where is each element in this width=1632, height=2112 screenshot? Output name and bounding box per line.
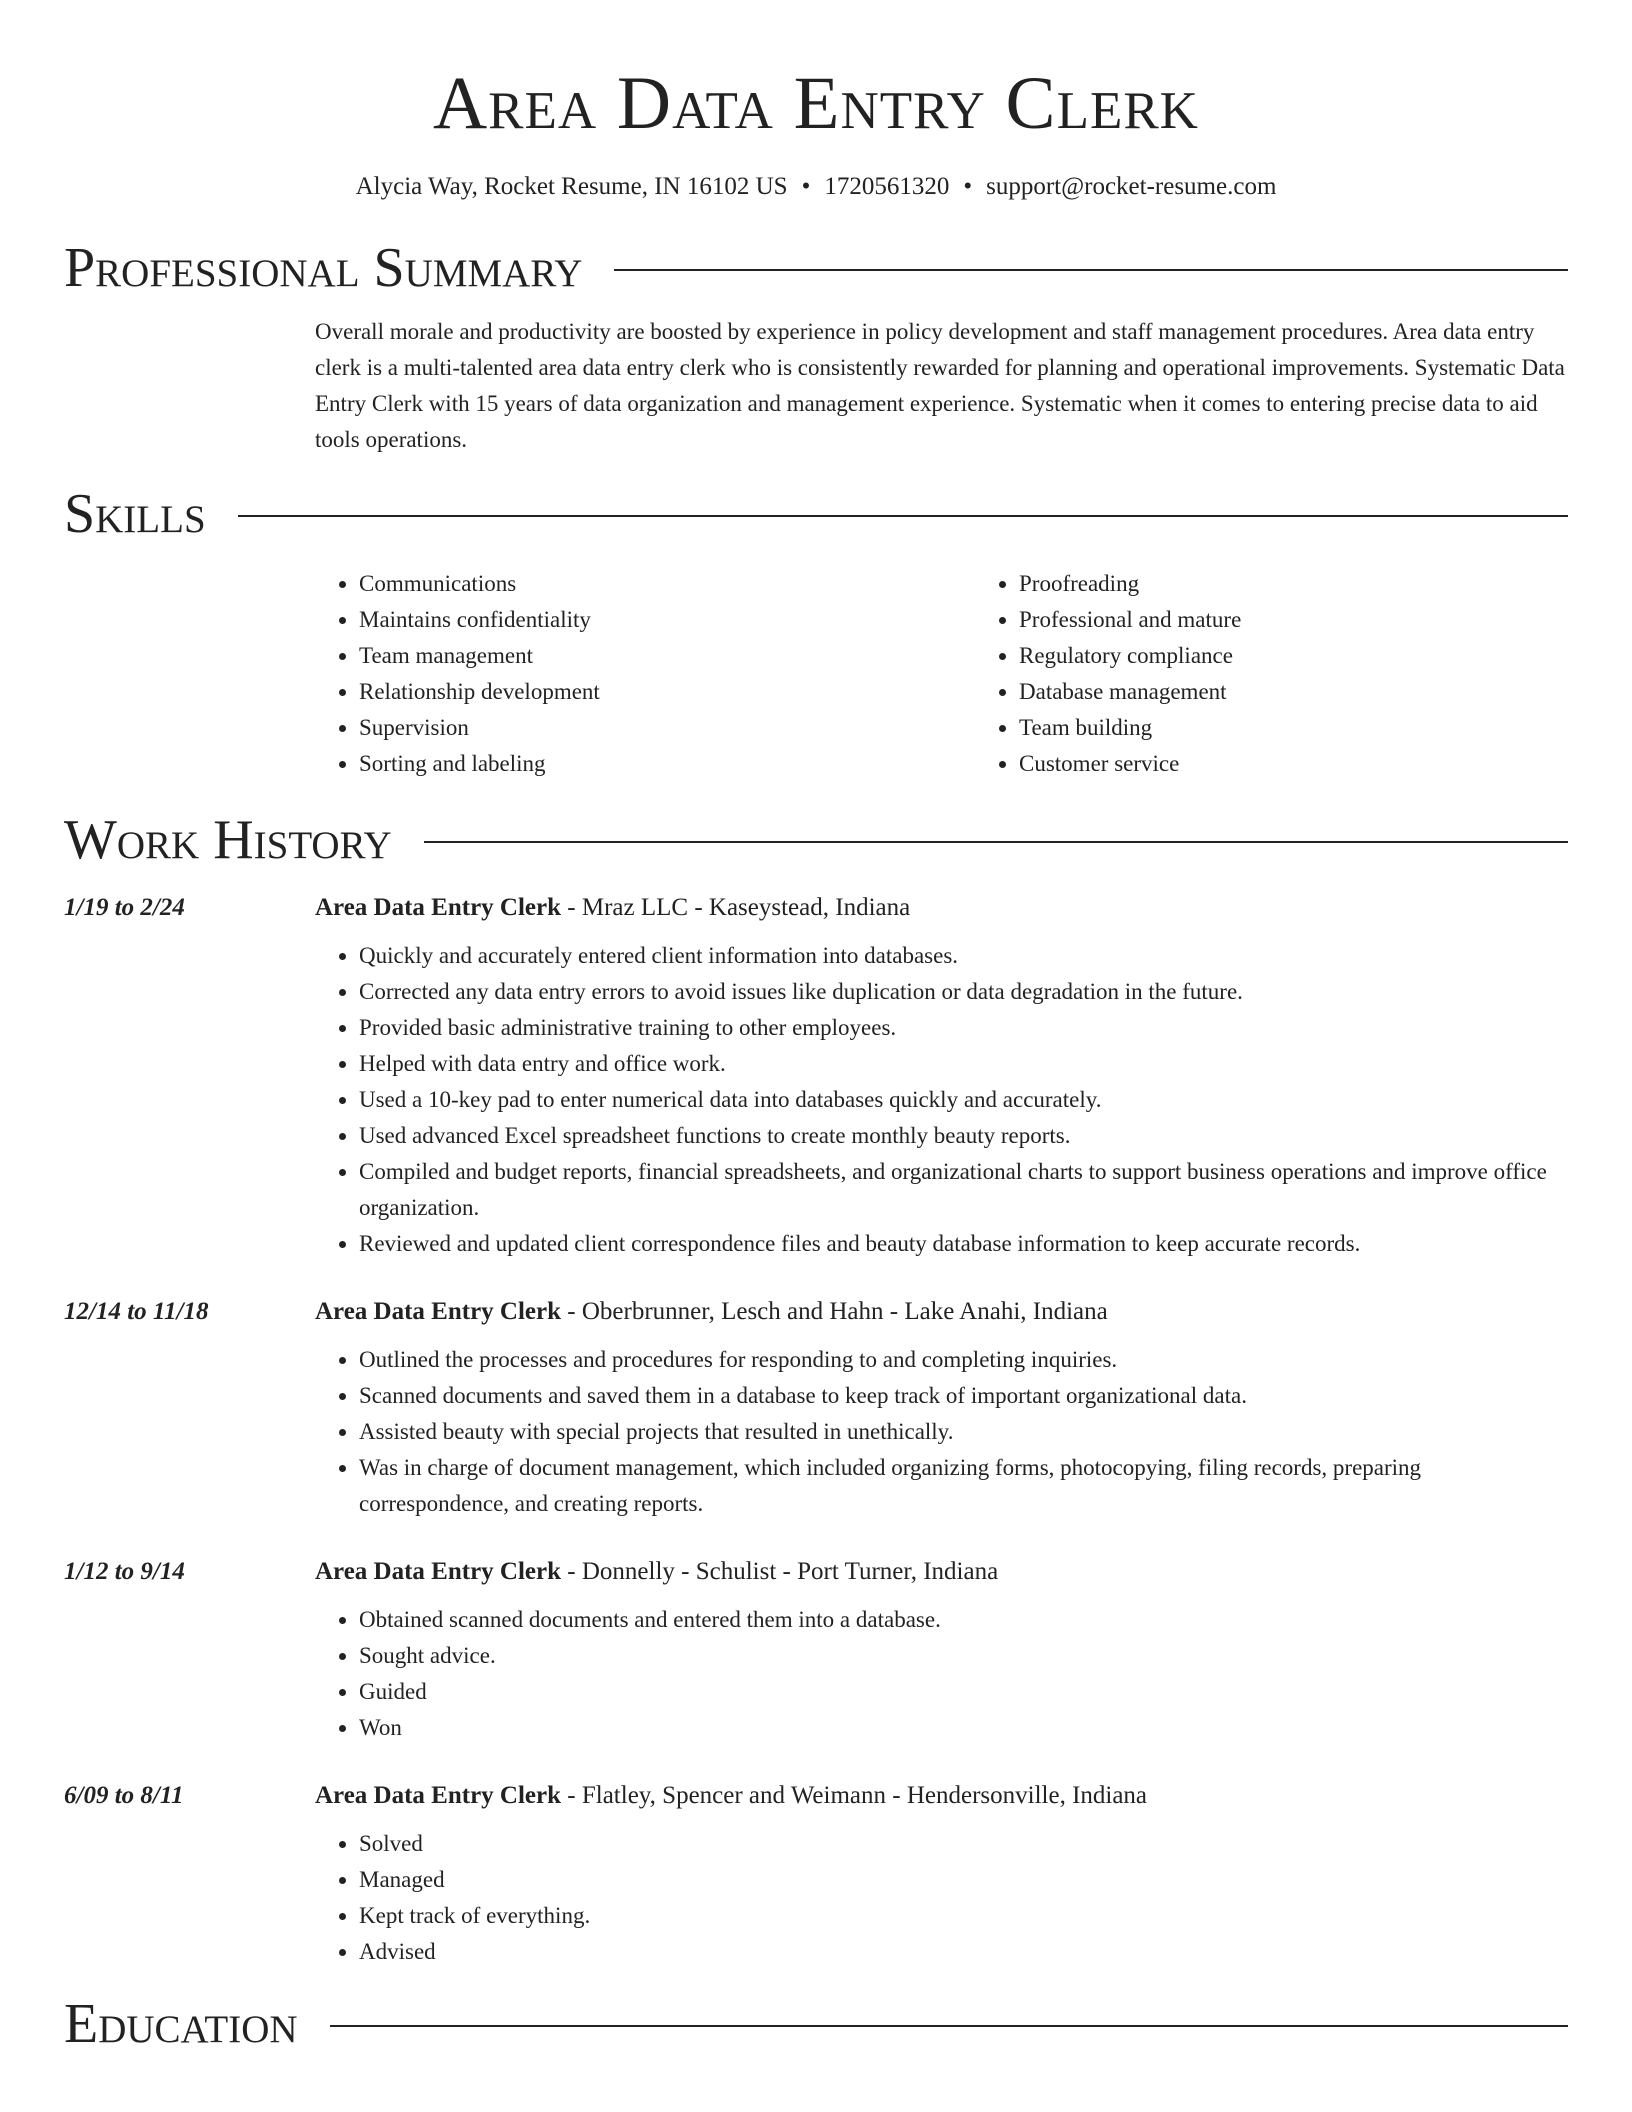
skills-grid [315, 566, 1568, 782]
job-bullet: • Advised [359, 1934, 1568, 1970]
job-bullet: • Compiled and budget reports, financial spreadsheets, and organizational charts to support business operations and improve office organization. [359, 1154, 1568, 1226]
job-entry [64, 1294, 1568, 1522]
resume-name-title: Area Data Entry Clerk [433, 62, 1199, 145]
skill-item: • Communications [359, 566, 975, 602]
contact-email: support@rocket-resume.com [986, 173, 1277, 200]
job-bullet: • Scanned documents and saved them in a database to keep track of important organizational data. [359, 1378, 1568, 1414]
job-dates: 12/14 to 11/18 [64, 1298, 209, 1325]
job-bullet: • Corrected any data entry errors to avoid issues like duplication or data degradation in the future. [359, 974, 1568, 1010]
contact-line [64, 170, 1568, 204]
education-section-heading [64, 1992, 1568, 2056]
skills-heading: Skills [64, 483, 206, 545]
skills-list-right [975, 566, 1568, 782]
job-title: Area Data Entry Clerk [315, 1558, 562, 1585]
job-title-line [315, 1294, 1108, 1330]
work-section-heading [64, 808, 1568, 872]
job-header [64, 1554, 1568, 1590]
skill-item: • Database management [1019, 674, 1568, 710]
job-bullet: • Outlined the processes and procedures for responding to and completing inquiries. [359, 1342, 1568, 1378]
job-header [64, 890, 1568, 926]
skill-item: • Regulatory compliance [1019, 638, 1568, 674]
job-bullet: • Helped with data entry and office work. [359, 1046, 1568, 1082]
job-details: - Flatley, Spencer and Weimann - Hendersonville, Indiana [561, 1782, 1148, 1809]
section-divider [614, 269, 1568, 271]
job-entry [64, 1778, 1568, 1970]
job-bullet: • Solved [359, 1826, 1568, 1862]
skills-section-heading [64, 482, 1568, 546]
contact-address: Alycia Way, Rocket Resume, IN 16102 US [355, 173, 788, 200]
job-bullet: • Was in charge of document management, which included organizing forms, photocopying, filing records, preparing correspondence, and creating reports. [359, 1450, 1568, 1522]
skill-item: • Team building [1019, 710, 1568, 746]
job-bullet: • Obtained scanned documents and entered them into a database. [359, 1602, 1568, 1638]
job-bullet: • Managed [359, 1862, 1568, 1898]
job-bullet: • Kept track of everything. [359, 1898, 1568, 1934]
job-dates: 1/19 to 2/24 [64, 894, 185, 921]
job-bullet: • Provided basic administrative training to other employees. [359, 1010, 1568, 1046]
job-header [64, 1778, 1568, 1814]
job-bullet: • Quickly and accurately entered client information into databases. [359, 938, 1568, 974]
job-header [64, 1294, 1568, 1330]
job-details: - Donnelly - Schulist - Port Turner, Indiana [561, 1558, 999, 1585]
job-dates: 1/12 to 9/14 [64, 1558, 185, 1585]
section-divider [238, 515, 1568, 517]
summary-text: Overall morale and productivity are boosted by experience in policy development and staff management procedures. Area data entry clerk is a multi-talented area data entry clerk who is consistently rewarded for planning and operational improvements. Systematic Data Entry Clerk with 15 years of data organization and management experience. Systematic when it comes to entering precise data to aid tools operations. [315, 319, 1565, 452]
skill-item: • Supervision [359, 710, 975, 746]
section-divider [424, 841, 1568, 843]
contact-phone: 1720561320 [824, 173, 950, 200]
job-bullet: • Sought advice. [359, 1638, 1568, 1674]
education-heading: Education [64, 1993, 298, 2055]
skill-item: • Sorting and labeling [359, 746, 975, 782]
contact-separator: • [963, 173, 973, 200]
job-entry [64, 1554, 1568, 1746]
summary-section-heading [64, 236, 1568, 300]
job-entry [64, 890, 1568, 1262]
job-bullet: • Guided [359, 1674, 1568, 1710]
job-dates: 6/09 to 8/11 [64, 1782, 184, 1809]
job-title-line [315, 1554, 998, 1590]
job-bullet: • Assisted beauty with special projects that resulted in unethically. [359, 1414, 1568, 1450]
skill-item: • Proofreading [1019, 566, 1568, 602]
job-title: Area Data Entry Clerk [315, 1782, 562, 1809]
summary-heading: Professional Summary [64, 237, 583, 299]
section-divider [330, 2025, 1568, 2027]
job-bullets [315, 1342, 1568, 1522]
skill-item: • Customer service [1019, 746, 1568, 782]
job-bullets [315, 938, 1568, 1262]
job-bullet: • Reviewed and updated client correspondence files and beauty database information to keep accurate records. [359, 1226, 1568, 1262]
job-title: Area Data Entry Clerk [315, 894, 562, 921]
contact-separator: • [801, 173, 811, 200]
skill-item: • Relationship development [359, 674, 975, 710]
job-title-line [315, 890, 910, 926]
job-bullet: • Used advanced Excel spreadsheet functions to create monthly beauty reports. [359, 1118, 1568, 1154]
skill-item: • Professional and mature [1019, 602, 1568, 638]
job-details: - Oberbrunner, Lesch and Hahn - Lake Anahi, Indiana [561, 1298, 1108, 1325]
job-bullets [315, 1602, 1568, 1746]
skill-item: • Maintains confidentiality [359, 602, 975, 638]
work-heading: Work History [64, 809, 392, 871]
job-details: - Mraz LLC - Kaseystead, Indiana [561, 894, 911, 921]
job-title-line [315, 1778, 1147, 1814]
job-bullet: • Won [359, 1710, 1568, 1746]
job-title: Area Data Entry Clerk [315, 1298, 562, 1325]
skill-item: • Team management [359, 638, 975, 674]
job-bullet: • Used a 10-key pad to enter numerical data into databases quickly and accurately. [359, 1082, 1568, 1118]
skills-list-left [315, 566, 975, 782]
job-bullets [315, 1826, 1568, 1970]
